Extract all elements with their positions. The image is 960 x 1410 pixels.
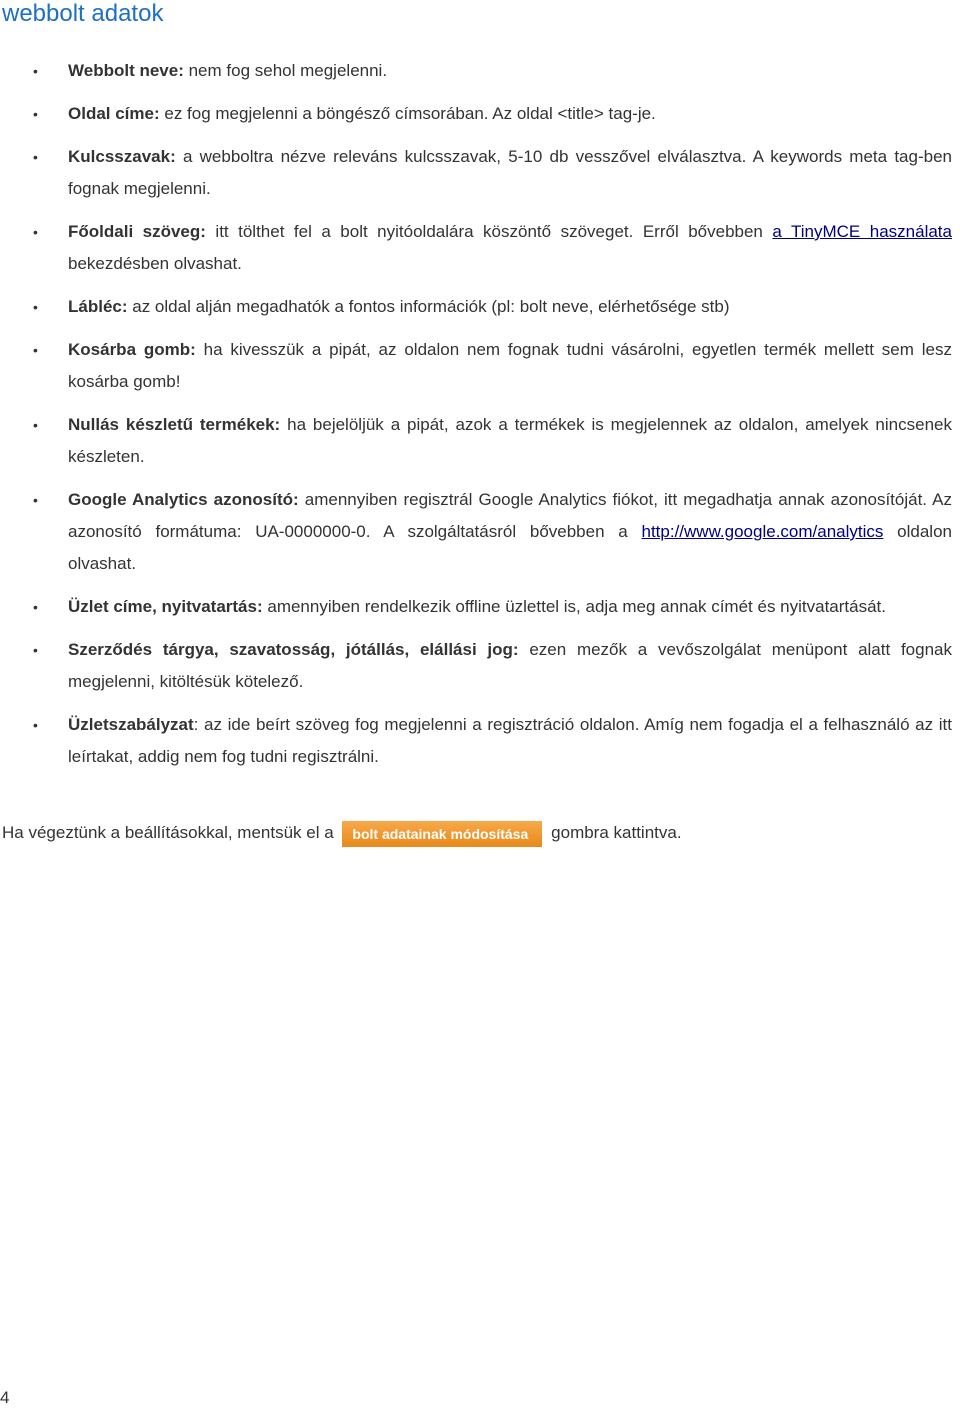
item-text: a webboltra nézve releváns kulcsszavak, 5-10 db vesszővel elválasztva. A keywords meta tag-ben fognak megjelenni. — [68, 147, 952, 198]
item-label: Kulcsszavak: — [68, 147, 176, 166]
item-label: Szerződés tárgya, szavatosság, jótállás, elállási jog: — [68, 640, 519, 659]
list-item-nullas-keszlet — [0, 409, 952, 473]
item-text: ezen mezők a vevőszolgálat menüpont alatt fognak megjelenni, kitöltésük kötelező. — [68, 640, 952, 691]
item-text-after: oldalon olvashat. — [68, 522, 952, 573]
list-item-kosarba-gomb — [0, 334, 952, 398]
google-analytics-link[interactable]: http://www.google.com/analytics — [641, 522, 884, 541]
list-item-google-analytics — [0, 484, 952, 580]
item-text: nem fog sehol megjelenni. — [183, 61, 388, 80]
item-text: : az ide beírt szöveg fog megjelenni a regisztráció oldalon. Amíg nem fogadja el a felhasználó az itt leírtakat, addig nem fog tudni regisztrálni. — [68, 715, 952, 766]
save-store-data-button[interactable]: bolt adatainak módosítása — [342, 821, 542, 847]
tinymce-link[interactable]: a TinyMCE használata — [772, 222, 952, 241]
list-item-lablec — [0, 291, 952, 323]
list-item-oldal-cime — [0, 98, 952, 130]
list-item-webbolt-neve — [0, 55, 952, 87]
field-description-list — [0, 55, 952, 784]
item-text: amennyiben rendelkezik offline üzlettel is, adja meg annak címét és nyitvatartását. — [262, 597, 886, 616]
item-text: itt tölthet fel a bolt nyitóoldalára köszöntő szöveget. Erről bővebben — [205, 222, 773, 241]
item-label: Lábléc: — [68, 297, 128, 316]
item-label: Üzletszabályzat — [68, 715, 194, 734]
list-item-szerzodes — [0, 634, 952, 698]
item-label: Üzlet címe, nyitvatartás: — [68, 597, 263, 616]
item-label: Nullás készletű termékek: — [68, 415, 281, 434]
save-instruction — [2, 816, 682, 850]
item-label: Google Analytics azonosító: — [68, 490, 299, 509]
item-label: Oldal címe: — [68, 104, 160, 123]
list-item-uzletszabalyzat — [0, 709, 952, 773]
item-text-after: bekezdésben olvashat. — [68, 254, 242, 273]
list-item-fooldali-szoveg — [0, 216, 952, 280]
item-text: ez fog megjelenni a böngésző címsorában. Az oldal <title> tag-je. — [159, 104, 656, 123]
list-item-kulcsszavak — [0, 141, 952, 205]
footer-text-after: gombra kattintva. — [551, 823, 682, 842]
section-title: webbolt adatok — [2, 0, 164, 27]
item-label: Kosárba gomb: — [68, 340, 196, 359]
item-text: amennyiben regisztrál Google Analytics fiókot, itt megadhatja annak azonosítóját. Az azonosító formátuma: UA-0000000-0. A szolgáltatásról bővebben a — [68, 490, 952, 541]
page-number: 4 — [0, 1388, 10, 1407]
item-label: Webbolt neve: — [68, 61, 184, 80]
item-label: Főoldali szöveg: — [68, 222, 206, 241]
list-item-uzlet-cime — [0, 591, 952, 623]
item-text: ha bejelöljük a pipát, azok a termékek is megjelennek az oldalon, amelyek nincsenek készleten. — [68, 415, 952, 466]
item-text: ha kivesszük a pipát, az oldalon nem fognak tudni vásárolni, egyetlen termék mellett sem lesz kosárba gomb! — [68, 340, 952, 391]
item-text: az oldal alján megadhatók a fontos információk (pl: bolt neve, elérhetősége stb) — [127, 297, 730, 316]
footer-text-before: Ha végeztünk a beállításokkal, mentsük el a — [2, 823, 334, 842]
